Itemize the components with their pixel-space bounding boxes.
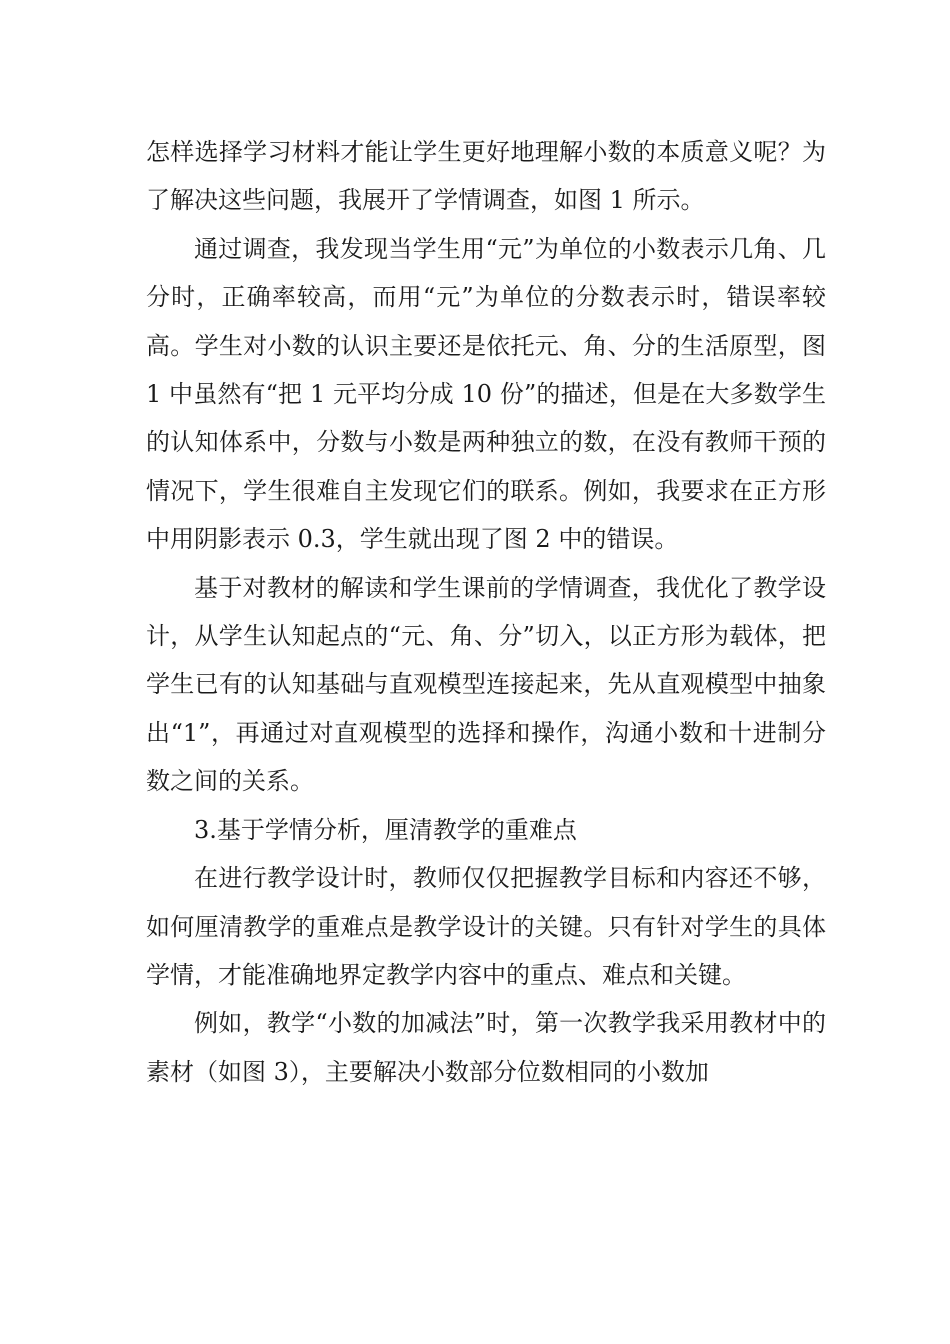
paragraph-example: 例如，教学“小数的加减法”时，第一次教学我采用教材中的素材（如图 3），主要解决小数部分位数相同的小数加	[146, 1009, 826, 1086]
body-text	[146, 128, 826, 1096]
paragraph-teaching-design: 基于对教材的解读和学生课前的学情调查，我优化了教学设计，从学生认知起点的“元、角、分”切入，以正方形为载体，把学生已有的认知基础与直观模型连接起来，先从直观模型中抽象出“1”，再通过对直观模型的选择和操作，沟通小数和十进制分数之间的关系。	[146, 573, 826, 796]
paragraph-continued: 怎样选择学习材料才能让学生更好地理解小数的本质意义呢？为了解决这些问题，我展开了学情调查，如图 1 所示。	[146, 138, 826, 215]
paragraph-key-points: 在进行教学设计时，教师仅仅把握教学目标和内容还不够，如何厘清教学的重难点是教学设计的关键。只有针对学生的具体学情，才能准确地界定教学内容中的重点、难点和关键。	[146, 864, 826, 989]
paragraph-survey-findings: 通过调查，我发现当学生用“元”为单位的小数表示几角、几分时，正确率较高，而用“元”为单位的分数表示时，错误率较高。学生对小数的认识主要还是依托元、角、分的生活原型，图 1 中虽然有“把 1 元平均分成 10 份”的描述，但是在大多数学生的认知体系中，分数与小数是两种独立的数，在没有教师干预的情况下，学生很难自主发现它们的联系。例如，我要求在正方形中用阴影表示 0.3，学生就出现了图 2 中的错误。	[146, 234, 826, 554]
section-heading: 3.基于学情分析，厘清教学的重难点	[194, 815, 577, 844]
